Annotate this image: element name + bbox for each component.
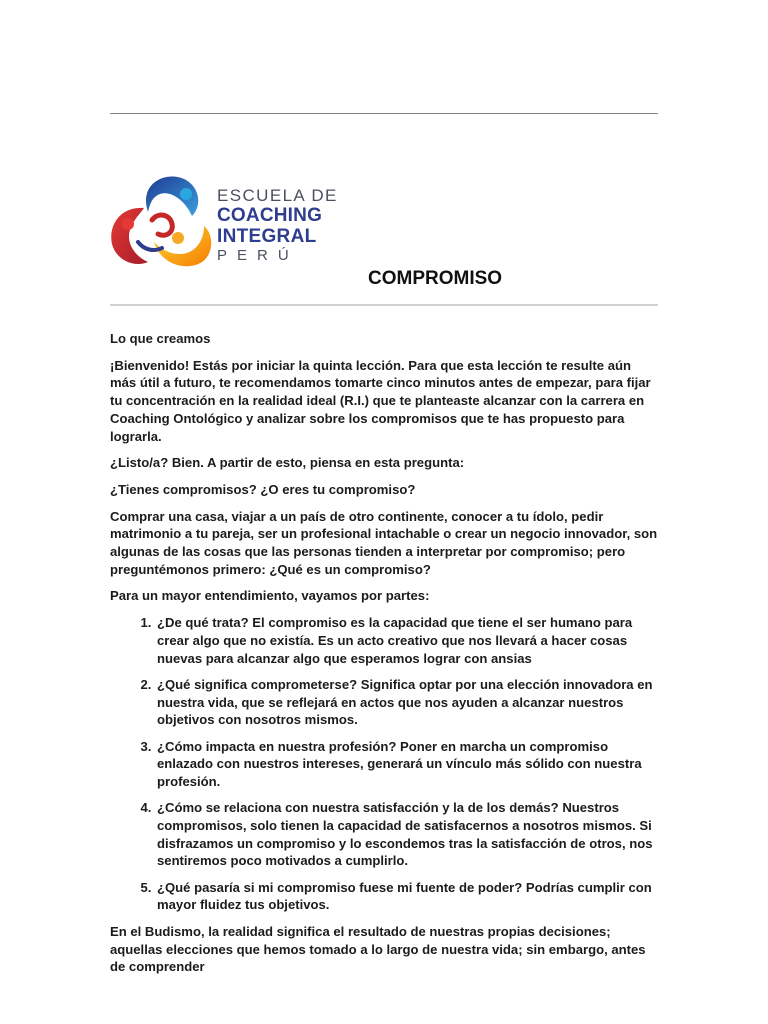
document-body (110, 330, 660, 985)
list-item: 5. ¿Qué pasaría si mi compromiso fuese mi fuente de poder? Podrías cumplir con mayor fluidez tus objetivos. (155, 879, 660, 914)
title-rule (110, 304, 658, 306)
paragraph: ¿Listo/a? Bien. A partir de esto, piensa en esta pregunta: (110, 455, 465, 471)
paragraph: En el Budismo, la realidad significa el resultado de nuestras propias decisiones; aquellas elecciones que hemos tomado a lo largo de nuestra vida; sin embargo, antes de comprender (110, 924, 646, 975)
list-item: 2. ¿Qué significa comprometerse? Significa optar por una elección innovadora en nuestra vida, que se reflejará en actos que nos ayuden a alcanzar nuestros objetivos con nosotros mismos. (155, 676, 660, 729)
section-heading: Lo que creamos (110, 331, 211, 346)
logo-line-peru: PERÚ (217, 247, 299, 264)
paragraph: Comprar una casa, viajar a un país de otro continente, conocer a tu ídolo, pedir matrimonio a tu pareja, ser un profesional intachable o crear un negocio innovador, son algunas de las cosas que las personas tienden a interpretar por compromiso; pero preguntémonos primero: ¿Qué es un compromiso? (110, 508, 658, 577)
document-title: COMPROMISO (368, 268, 503, 289)
header-rule (110, 113, 658, 114)
numbered-list (110, 614, 660, 914)
list-item: 3. ¿Cómo impacta en nuestra profesión? Poner en marcha un compromiso enlazado con nuestros intereses, generará un vínculo más sólido con nuestra profesión. (155, 738, 660, 791)
logo-emblem-icon (108, 172, 216, 276)
logo-line-integral: INTEGRAL (217, 226, 317, 247)
paragraph: ¿Tienes compromisos? ¿O eres tu compromiso? (110, 481, 416, 497)
logo-line-coaching: COACHING (217, 205, 323, 226)
paragraph: Para un mayor entendimiento, vayamos por partes: (110, 588, 430, 604)
school-logo (108, 172, 340, 276)
list-item: 1. ¿De qué trata? El compromiso es la capacidad que tiene el ser humano para crear algo que no existía. Es un acto creativo que nos llevará a hacer cosas nuevas para alcanzar algo que esperamos lograr con ansias (155, 614, 660, 667)
list-item: 4. ¿Cómo se relaciona con nuestra satisfacción y la de los demás? Nuestros compromisos, solo tienen la capacidad de satisfacernos a nosotros mismos. Si disfrazamos un compromiso y lo escondemos tras la satisfacción de otros, nos sentiremos poco motivados a cumplirlo. (155, 799, 660, 870)
logo-line-escuela: ESCUELA DE (217, 186, 338, 205)
paragraph: ¡Bienvenido! Estás por iniciar la quinta lección. Para que esta lección te resulte aún más útil a futuro, te recomendamos tomarte cinco minutos antes de empezar, para fijar tu concentración en la realidad ideal (R.I.) que te planteaste alcanzar con la carrera en Coaching Ontológico y analizar sobre los compromisos que te has propuesto para lograrla. (110, 357, 651, 444)
